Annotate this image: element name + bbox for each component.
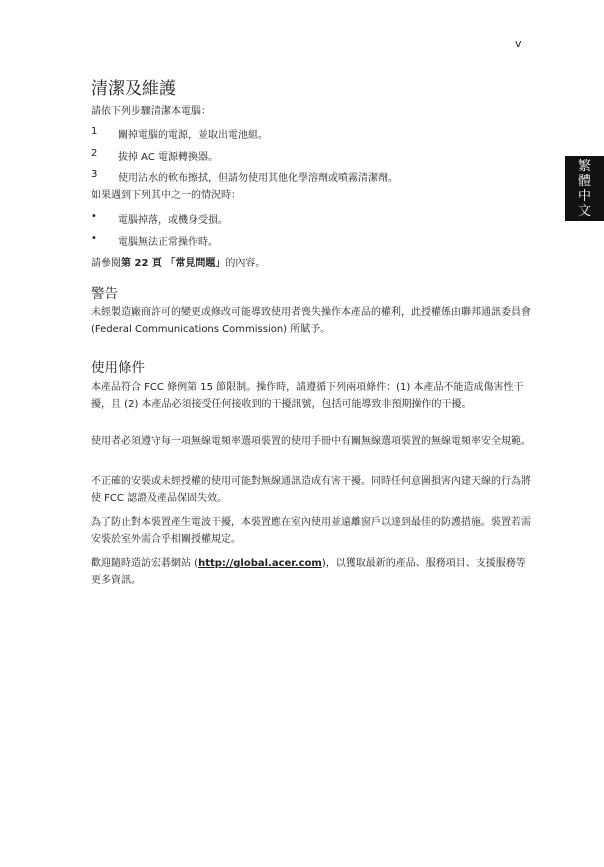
cleaning-intro: 請依下列步驟清潔本電腦： — [91, 106, 211, 117]
conditions-intro: 如果遇到下列其中之一的情況時： — [91, 190, 241, 201]
reference-prefix: 請參閱 — [91, 258, 121, 269]
language-side-tab — [565, 156, 604, 221]
conditions-paragraph: 為了防止對本裝置產生電波干擾，本裝置應在室內使用並遠離窗戶以達到最佳的防護措施。裝置若需安裝於室外需合乎相關授權規定。 — [91, 517, 531, 545]
reference-note — [91, 255, 531, 272]
side-tab-char: 中 — [577, 188, 591, 204]
step-number: 2 — [91, 148, 98, 159]
conditions-heading: 使用條件 — [91, 360, 145, 376]
bullet: • — [91, 233, 97, 244]
condition-text: 電腦掉落，或機身受損。 — [118, 215, 228, 226]
step-number: 3 — [91, 169, 98, 180]
step-text: 關掉電腦的電源，並取出電池組。 — [118, 130, 268, 141]
website-note — [91, 555, 531, 589]
side-tab-char: 文 — [577, 203, 591, 219]
conditions-paragraph: 本產品符合 FCC 條例第 15 節限制。操作時，請遵循下列兩項條件：(1) 本產品不能造成傷害性干擾，且 (2) 本產品必須接受任何接收到的干擾訊號，包括可能導致非預期操作的干擾。 — [91, 382, 524, 410]
condition-text: 電腦無法正常操作時。 — [118, 237, 218, 248]
acer-website-link[interactable]: http://global.acer.com — [198, 558, 322, 569]
step-text: 拔掉 AC 電源轉換器。 — [118, 152, 219, 163]
reference-suffix: 的內容。 — [225, 258, 266, 269]
cleaning-heading: 清潔及維護 — [91, 79, 176, 99]
reference-link[interactable]: 第 22 頁 「常見問題」 — [121, 258, 226, 269]
website-suffix: )，以獲取最新的產品、服務項目、支援服務等更多資訊。 — [91, 558, 526, 586]
warning-heading: 警告 — [91, 286, 118, 302]
warning-text: 未經製造廠商許可的變更或修改可能導致使用者喪失操作本產品的權利，此授權係由聯邦通訊委員會 (Federal Communications Commission) 所賦予。 — [91, 307, 531, 335]
page-number: v — [515, 37, 522, 50]
step-text: 使用沾水的軟布擦拭，但請勿使用其他化學溶劑或噴霧清潔劑。 — [118, 173, 398, 184]
side-tab-char: 繁 — [577, 158, 591, 174]
side-tab-char: 體 — [577, 173, 591, 189]
conditions-paragraph: 使用者必須遵守每一項無線電頻率選項裝置的使用手冊中有關無線選項裝置的無線電頻率安全規範。 — [91, 436, 531, 447]
step-number: 1 — [91, 126, 98, 137]
website-prefix: 歡迎隨時造訪宏碁網站 ( — [91, 558, 199, 569]
bullet: • — [91, 211, 97, 222]
conditions-paragraph: 不正確的安裝或未經授權的使用可能對無線通訊造成有害干擾。同時任何意圖損害內建天線的行為將使 FCC 認證及產品保固失效。 — [91, 476, 531, 504]
